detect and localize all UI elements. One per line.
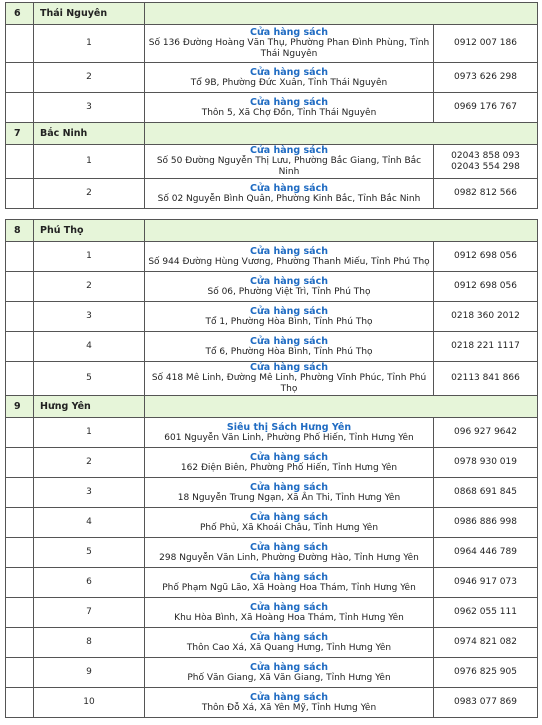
row-index: 6: [34, 568, 145, 598]
row-empty-cell: [6, 658, 34, 688]
store-cell: [145, 242, 434, 272]
province-header-empty: [145, 396, 538, 418]
row-index: 1: [34, 145, 145, 179]
table-row: [6, 658, 538, 688]
phone-cell: [434, 688, 538, 718]
store-cell: [145, 568, 434, 598]
store-address: Tổ 9B, Phường Đức Xuân, Tỉnh Thái Nguyên: [190, 77, 388, 88]
store-cell: [145, 362, 434, 396]
phone-number: 0868 691 845: [454, 487, 517, 497]
row-index: 8: [34, 628, 145, 658]
row-index: 10: [34, 688, 145, 718]
row-empty-cell: [6, 242, 34, 272]
store-name: Cửa hàng sách: [250, 245, 328, 257]
store-address: Phố Văn Giang, Xã Văn Giang, Tỉnh Hưng Yên: [187, 672, 391, 683]
row-index: 2: [34, 179, 145, 209]
phone-number: 0962 055 111: [454, 607, 517, 617]
table-row: [6, 362, 538, 396]
store-name: Cửa hàng sách: [250, 571, 328, 583]
store-address: Số 02 Nguyễn Bình Quân, Phường Kinh Bắc, Tỉnh Bắc Ninh: [157, 193, 421, 204]
row-empty-cell: [6, 688, 34, 718]
store-address: Khu Hòa Bình, Xã Hoàng Hoa Thám, Tỉnh Hưng Yên: [174, 612, 404, 623]
province-header-empty: [145, 220, 538, 242]
phone-cell: [434, 598, 538, 628]
store-cell: [145, 63, 434, 93]
store-name: Cửa hàng sách: [250, 305, 328, 317]
province-number: 6: [6, 3, 34, 25]
row-index: 9: [34, 658, 145, 688]
province-header-row: [6, 396, 538, 418]
store-cell: [145, 332, 434, 362]
row-index: 2: [34, 272, 145, 302]
phone-number: 096 927 9642: [454, 427, 517, 437]
phone-number: 0974 821 082: [454, 637, 517, 647]
row-empty-cell: [6, 448, 34, 478]
store-cell: [145, 272, 434, 302]
row-empty-cell: [6, 179, 34, 209]
store-cell: [145, 688, 434, 718]
phone-number: 0982 812 566: [454, 188, 517, 198]
phone-cell: [434, 658, 538, 688]
phone-cell: [434, 628, 538, 658]
phone-number: 02043 858 093: [451, 150, 520, 161]
store-name: Cửa hàng sách: [250, 335, 328, 347]
province-header-row: [6, 123, 538, 145]
phone-cell: [434, 538, 538, 568]
store-name: Siêu thị Sách Hưng Yên: [226, 421, 352, 433]
table-row: [6, 598, 538, 628]
store-address: Phố Phạm Ngũ Lão, Xã Hoàng Hoa Thám, Tỉnh Hưng Yên: [162, 582, 416, 593]
province-number: 9: [6, 396, 34, 418]
row-index: 1: [34, 418, 145, 448]
store-cell: [145, 658, 434, 688]
table-row: [6, 63, 538, 93]
store-cell: [145, 179, 434, 209]
store-table-part-2: [5, 219, 538, 718]
phone-number: 0986 886 998: [454, 517, 517, 527]
store-cell: [145, 418, 434, 448]
row-index: 1: [34, 242, 145, 272]
row-empty-cell: [6, 508, 34, 538]
province-number: 7: [6, 123, 34, 145]
store-address: Số 06, Phường Việt Trì, Tỉnh Phú Thọ: [207, 286, 371, 297]
store-name: Cửa hàng sách: [250, 481, 328, 493]
phone-cell: [434, 302, 538, 332]
province-header-empty: [145, 123, 538, 145]
row-index: 5: [34, 538, 145, 568]
row-index: 5: [34, 362, 145, 396]
province-number: 8: [6, 220, 34, 242]
table-row: [6, 538, 538, 568]
table-row: [6, 179, 538, 209]
phone-number: 0912 698 056: [454, 281, 517, 291]
phone-cell: [434, 332, 538, 362]
phone-cell: [434, 145, 538, 179]
phone-number: 0912 007 186: [454, 38, 517, 48]
phone-number: 0946 917 073: [454, 577, 517, 587]
store-name: Cửa hàng sách: [250, 182, 328, 194]
phone-cell: [434, 508, 538, 538]
phone-cell: [434, 179, 538, 209]
row-empty-cell: [6, 272, 34, 302]
table-row: [6, 688, 538, 718]
table-row: [6, 418, 538, 448]
phone-cell: [434, 418, 538, 448]
store-cell: [145, 302, 434, 332]
row-empty-cell: [6, 478, 34, 508]
row-index: 3: [34, 93, 145, 123]
phone-cell: [434, 362, 538, 396]
row-index: 7: [34, 598, 145, 628]
province-name: Hưng Yên: [34, 396, 145, 418]
store-name: Cửa hàng sách: [250, 691, 328, 703]
store-address: Tổ 1, Phường Hòa Bình, Tỉnh Phú Thọ: [205, 316, 373, 327]
table-row: [6, 478, 538, 508]
store-name: Cửa hàng sách: [250, 362, 328, 373]
store-name: Cửa hàng sách: [250, 66, 328, 78]
table-row: [6, 568, 538, 598]
store-name: Cửa hàng sách: [250, 27, 328, 38]
row-index: 4: [34, 508, 145, 538]
store-cell: [145, 448, 434, 478]
phone-number: 0969 176 767: [454, 102, 517, 112]
store-address: Tổ 6, Phường Hòa Bình, Tỉnh Phú Thọ: [205, 346, 373, 357]
store-name: Cửa hàng sách: [250, 511, 328, 523]
store-address: Số 136 Đường Hoàng Văn Thụ, Phường Phan Đình Phùng, Tỉnh Thái Nguyên: [148, 38, 430, 59]
store-name: Cửa hàng sách: [250, 96, 328, 108]
row-index: 3: [34, 302, 145, 332]
phone-number: 0964 446 789: [454, 547, 517, 557]
row-empty-cell: [6, 93, 34, 123]
row-empty-cell: [6, 418, 34, 448]
phone-number: 0983 077 869: [454, 697, 517, 707]
phone-cell: [434, 25, 538, 63]
row-index: 2: [34, 63, 145, 93]
row-empty-cell: [6, 332, 34, 362]
store-address: 298 Nguyễn Văn Linh, Phường Đường Hào, Tỉnh Hưng Yên: [159, 552, 419, 563]
store-name: Cửa hàng sách: [250, 661, 328, 673]
store-cell: [145, 25, 434, 63]
store-cell: [145, 508, 434, 538]
row-empty-cell: [6, 538, 34, 568]
phone-cell: [434, 93, 538, 123]
province-name: Bắc Ninh: [34, 123, 145, 145]
province-name: Thái Nguyên: [34, 3, 145, 25]
store-cell: [145, 598, 434, 628]
store-address: Thôn 5, Xã Chợ Đồn, Tỉnh Thái Nguyên: [201, 107, 377, 118]
phone-cell: [434, 448, 538, 478]
store-cell: [145, 478, 434, 508]
store-cell: [145, 628, 434, 658]
store-cell: [145, 538, 434, 568]
store-address: Số 944 Đường Hùng Vương, Phường Thanh Miếu, Tỉnh Phú Thọ: [148, 256, 430, 267]
phone-number: 0976 825 905: [454, 667, 517, 677]
store-name: Cửa hàng sách: [250, 631, 328, 643]
table-row: [6, 448, 538, 478]
store-name: Cửa hàng sách: [250, 145, 328, 156]
table-row: [6, 332, 538, 362]
row-index: 2: [34, 448, 145, 478]
phone-number: 02113 841 866: [451, 373, 520, 383]
phone-cell: [434, 63, 538, 93]
table-row: [6, 628, 538, 658]
store-name: Cửa hàng sách: [250, 541, 328, 553]
phone-number: 0218 360 2012: [451, 311, 520, 321]
table-row: [6, 508, 538, 538]
province-header-empty: [145, 3, 538, 25]
store-name: Cửa hàng sách: [250, 601, 328, 613]
store-cell: [145, 145, 434, 179]
table-row: [6, 25, 538, 63]
store-address: 162 Điện Biên, Phường Phố Hiến, Tỉnh Hưng Yên: [180, 462, 398, 473]
row-empty-cell: [6, 302, 34, 332]
row-empty-cell: [6, 362, 34, 396]
phone-number: 0912 698 056: [454, 251, 517, 261]
phone-cell: [434, 568, 538, 598]
province-header-row: [6, 3, 538, 25]
row-index: 3: [34, 478, 145, 508]
phone-cell: [434, 242, 538, 272]
table-row: [6, 145, 538, 179]
store-address: Số 50 Đường Nguyễn Thị Lưu, Phường Bắc Giang, Tỉnh Bắc Ninh: [156, 156, 422, 177]
phone-number: 0218 221 1117: [451, 341, 520, 351]
table-row: [6, 93, 538, 123]
store-name: Cửa hàng sách: [250, 275, 328, 287]
row-empty-cell: [6, 25, 34, 63]
table-row: [6, 272, 538, 302]
phone-cell: [434, 272, 538, 302]
row-empty-cell: [6, 145, 34, 179]
row-empty-cell: [6, 598, 34, 628]
province-name: Phú Thọ: [34, 220, 145, 242]
store-name: Cửa hàng sách: [250, 451, 328, 463]
store-address: Thôn Cao Xá, Xã Quang Hưng, Tỉnh Hưng Yên: [186, 642, 392, 653]
store-address: Phố Phủ, Xã Khoái Châu, Tỉnh Hưng Yên: [199, 522, 379, 533]
store-address: 18 Nguyễn Trung Ngạn, Xã Ân Thi, Tỉnh Hưng Yên: [177, 492, 401, 503]
phone-number: 0973 626 298: [454, 72, 517, 82]
row-index: 1: [34, 25, 145, 63]
province-header-row: [6, 220, 538, 242]
phone-cell: [434, 478, 538, 508]
store-address: Số 418 Mê Linh, Đường Mê Linh, Phường Vĩnh Phúc, Tỉnh Phú Thọ: [151, 373, 427, 394]
row-index: 4: [34, 332, 145, 362]
phone-number: 02043 554 298: [451, 161, 520, 172]
store-table-part-1: [5, 2, 538, 209]
store-cell: [145, 93, 434, 123]
phone-number: 0978 930 019: [454, 457, 517, 467]
row-empty-cell: [6, 568, 34, 598]
table-row: [6, 302, 538, 332]
store-address: Thôn Đỗ Xá, Xã Yên Mỹ, Tỉnh Hưng Yên: [201, 702, 377, 713]
row-empty-cell: [6, 628, 34, 658]
table-row: [6, 242, 538, 272]
store-address: 601 Nguyễn Văn Linh, Phường Phố Hiến, Tỉnh Hưng Yên: [164, 432, 414, 443]
row-empty-cell: [6, 63, 34, 93]
